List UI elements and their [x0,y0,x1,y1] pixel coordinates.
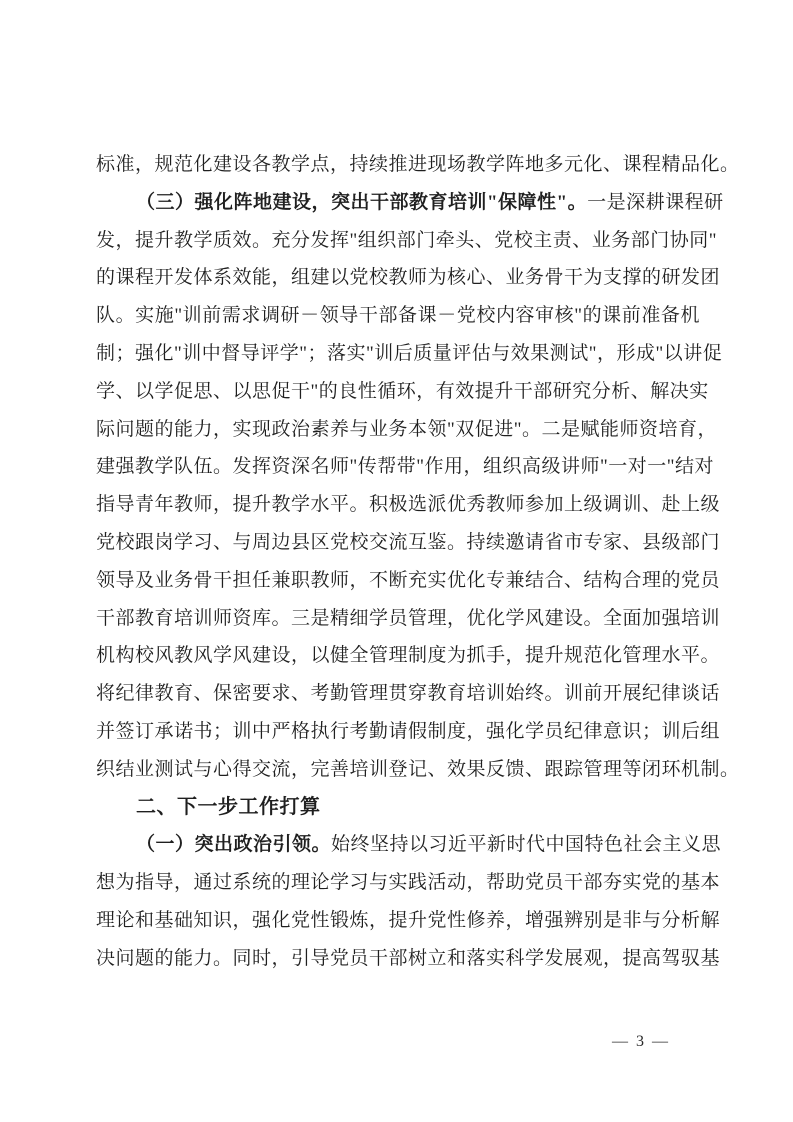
text-segment: 将纪律教育、保密要求、考勤管理贯穿教育培训始终。训前开展纪律谈话 [96,683,721,705]
text-line [96,411,718,449]
text-segment: 发，提升教学质效。充分发挥"组织部门牵头、党校主责、业务部门协同" [96,229,718,251]
text-segment: （三）强化阵地建设，突出干部教育培训"保障性"。 [136,191,588,213]
text-line [96,902,721,940]
text-line [96,713,721,751]
text-line [96,448,715,486]
text-segment: 织结业测试与心得交流，完善培训登记、效果反馈、跟踪管理等闭环机制。 [96,758,740,780]
text-line [96,184,724,222]
text-segment: 领导及业务骨干担任兼职教师，不断充实优化专兼结合、结构合理的党员 [96,569,721,591]
text-segment: 想为指导，通过系统的理论学习与实践活动，帮助党员干部夯实党的基本 [96,872,721,894]
text-line [96,524,721,562]
text-segment: 二、下一步工作打算 [136,795,321,818]
text-line [96,864,721,902]
text-line [96,297,700,335]
text-segment: 的课程开发体系效能，组建以党校教师为核心、业务骨干为支撑的研发团 [96,267,721,289]
text-line [96,637,721,675]
text-segment: 学、以学促思、以思促干"的良性循环，有效提升干部研究分析、解决实 [96,380,709,402]
page-number: — 3 — [612,1033,670,1050]
text-segment: 并签订承诺书；训中严格执行考勤请假制度，强化学员纪律意识；训后组 [96,720,721,742]
text-segment: 党校跟岗学习、与周边县区党校交流互鉴。持续邀请省市专家、县级部门 [96,531,721,553]
text-segment: 队。实施"训前需求调研－领导干部备课－党校内容审核"的课前准备机 [96,305,700,327]
text-segment: 机构校风教风学风建设，以健全管理制度为抓手，提升规范化管理水平。 [96,645,721,667]
text-segment: （一）突出政治引领。 [136,834,332,856]
text-line [96,751,740,789]
document-body [96,146,740,978]
text-segment: 始终坚持以习近平新时代中国特色社会主义思 [331,834,722,856]
text-segment: 干部教育培训师资库。三是精细学员管理，优化学风建设。全面加强培训 [96,607,721,629]
text-line [96,826,722,864]
text-segment: 决问题的能力。同时，引导党员干部树立和落实科学发展观，提高驾驭基 [96,947,721,969]
section-heading [96,789,700,827]
text-line [96,373,709,411]
text-line [96,562,721,600]
text-line [96,600,721,638]
text-line [96,222,718,260]
text-segment: 指导青年教师，提升教学水平。积极选派优秀教师参加上级调训、赴上级 [96,494,721,516]
text-segment: 标准，规范化建设各教学点，持续推进现场教学阵地多元化、课程精品化。 [96,154,740,175]
text-line [96,259,721,297]
text-line [96,486,721,524]
text-segment: 理论和基础知识，强化党性锻炼，提升党性修养，增强辨别是非与分析解 [96,909,721,931]
text-segment: 制；强化"训中督导评学"；落实"训后质量评估与效果测试"，形成"以讲促 [96,342,723,364]
text-line [96,335,723,373]
text-segment: 际问题的能力，实现政治素养与业务本领"双促进"。二是赋能师资培育， [96,418,718,440]
text-segment: 一是深耕课程研 [587,191,724,213]
text-line [96,675,721,713]
text-segment: 建强教学队伍。发挥资深名师"传帮带"作用，组织高级讲师"一对一"结对 [96,456,715,478]
text-line [96,940,721,978]
text-line [96,146,740,184]
